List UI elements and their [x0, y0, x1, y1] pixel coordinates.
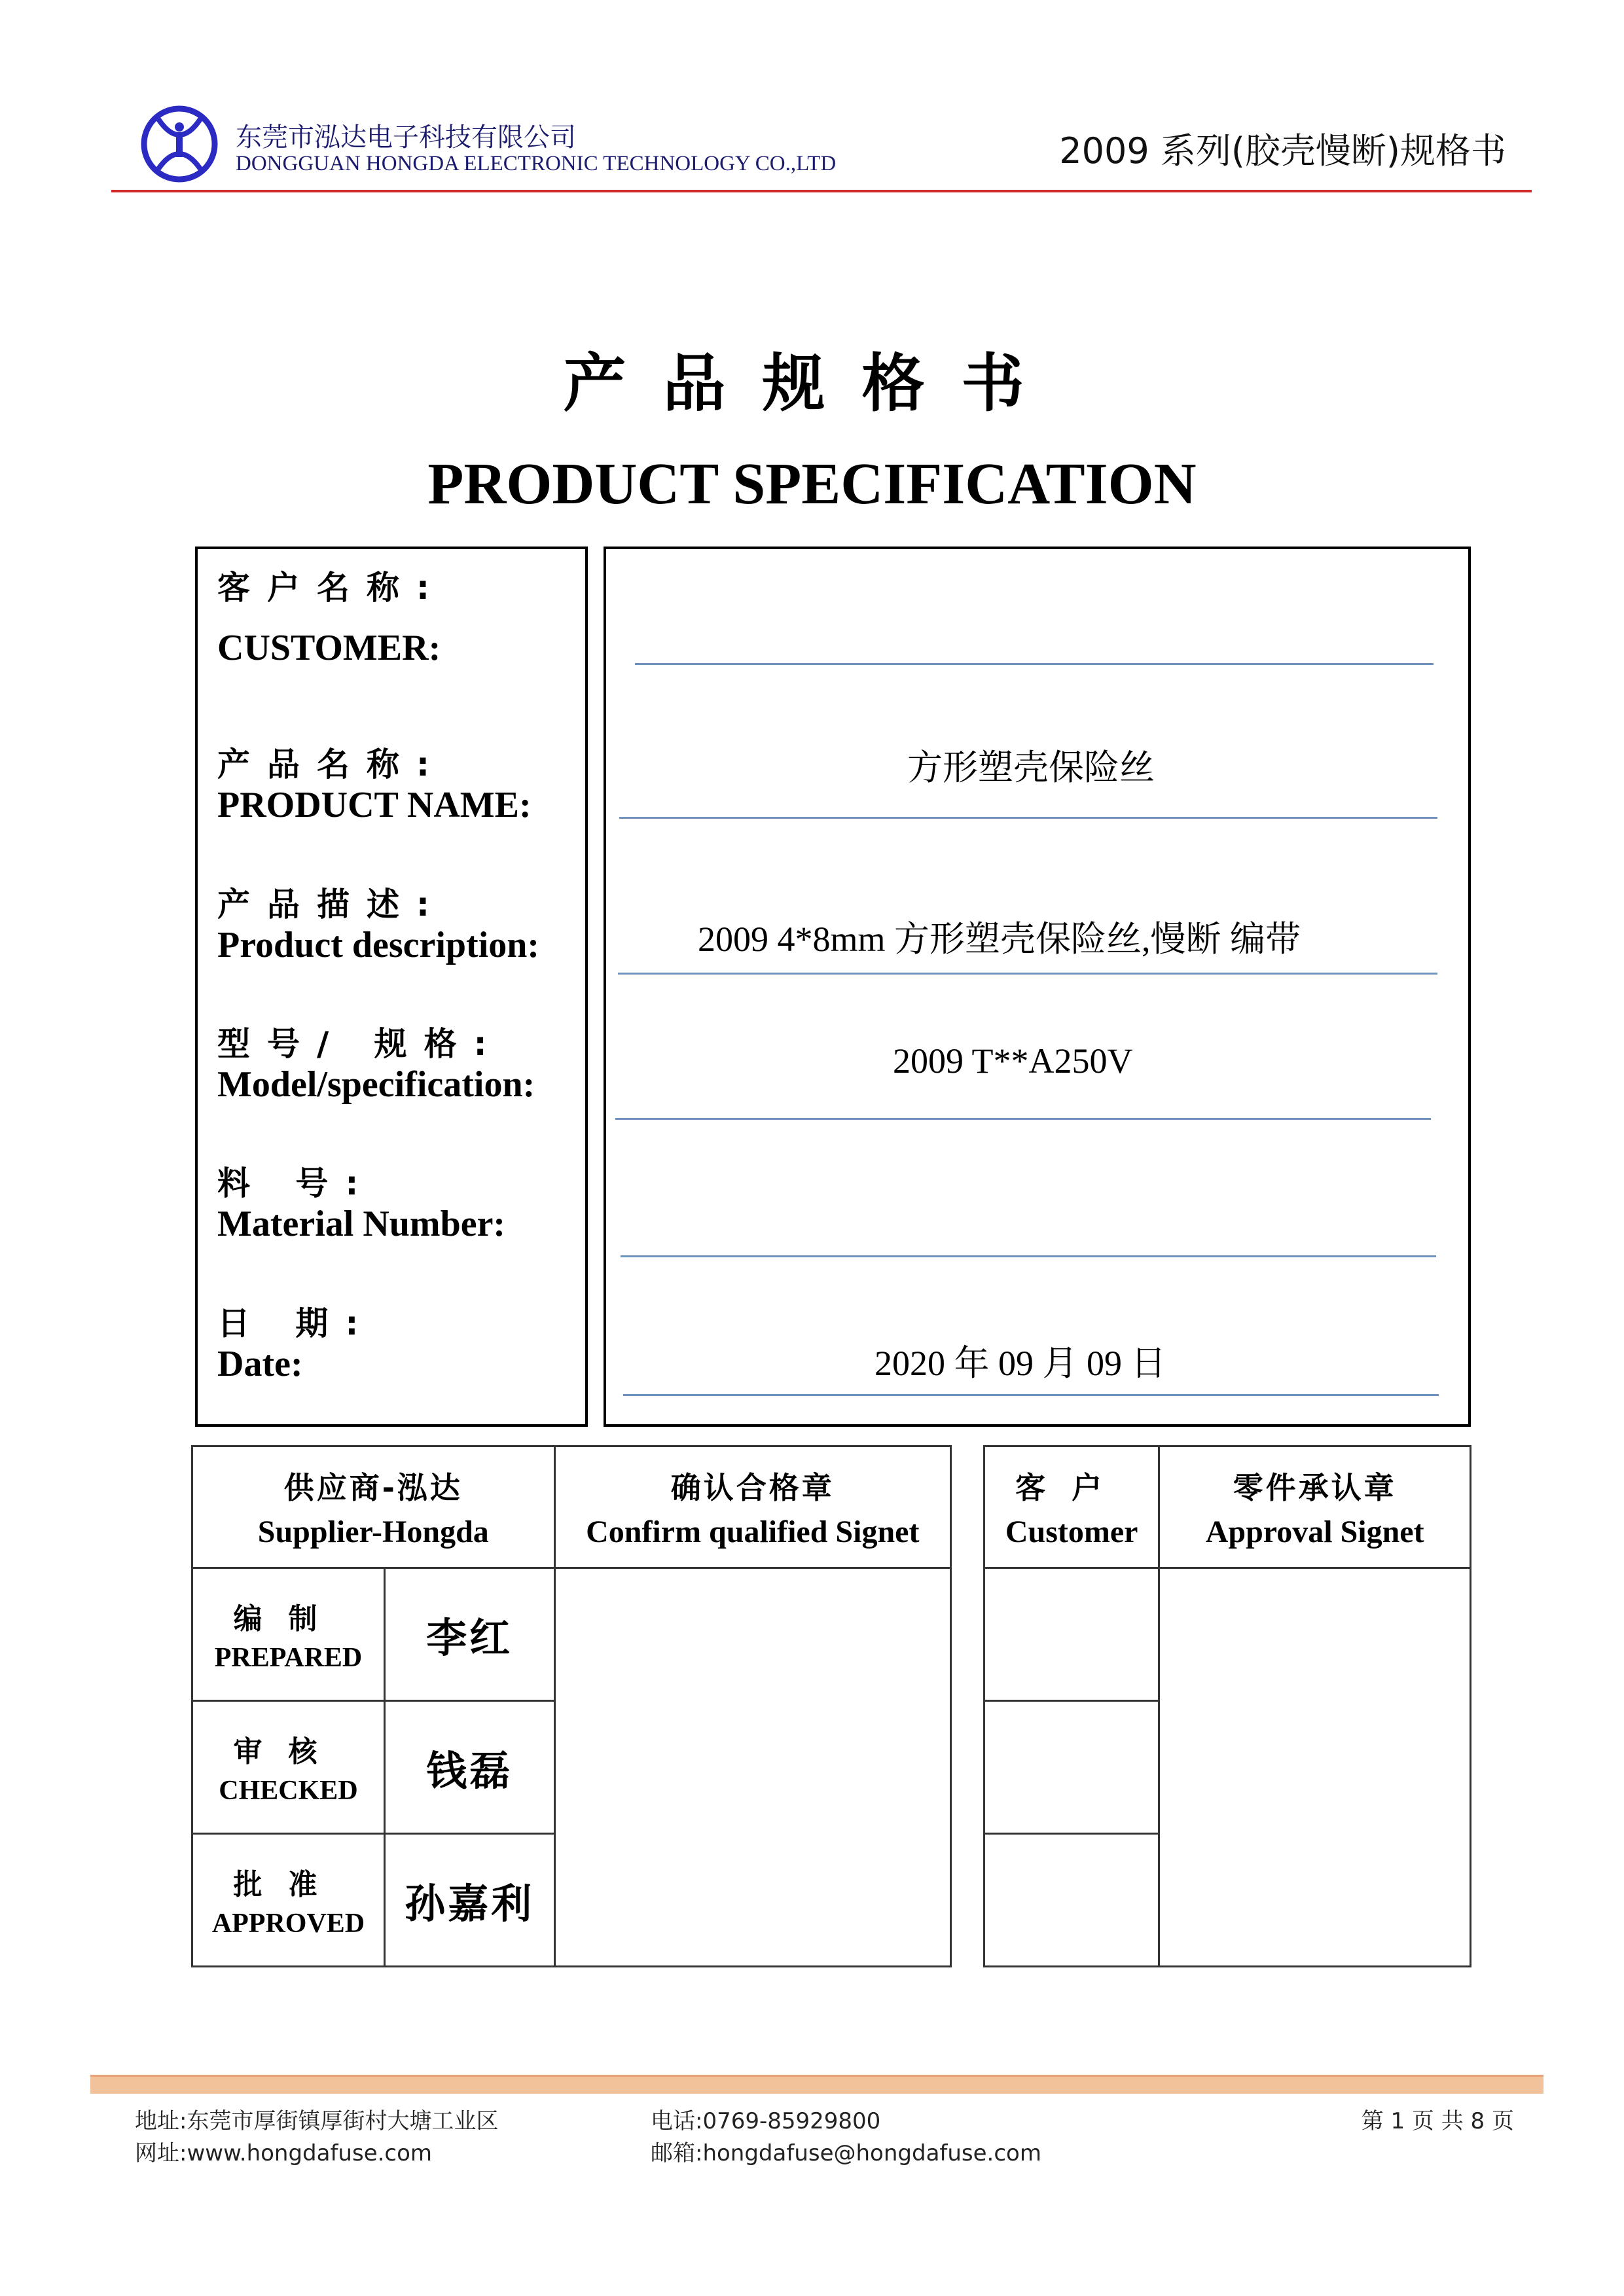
customer-header-cell [984, 1446, 1159, 1568]
approved-label-en: APPROVED [211, 1909, 365, 1939]
confirm-signet-area [554, 1568, 950, 1967]
approved-name-cell [384, 1834, 554, 1967]
supplier-header-en: Supplier-Hongda [257, 1515, 489, 1549]
date-value: 2020 年 09 月 09 日 [875, 1344, 1166, 1383]
model-underline [615, 1118, 1431, 1120]
footer-bar [90, 2075, 1543, 2094]
prepared-label-en: PREPARED [214, 1643, 363, 1673]
approved-role-cell [192, 1834, 385, 1967]
footer-website: 网址:www.hongdafuse.com [135, 2140, 433, 2166]
company-name-cn: 东莞市泓达电子科技有限公司 [236, 122, 576, 152]
model-label-en: Model/specification: [217, 1064, 535, 1105]
footer-page-number: 第 1 页 共 8 页 [1361, 2108, 1514, 2134]
checked-role-cell [192, 1701, 385, 1834]
model-value: 2009 T**A250V [893, 1041, 1133, 1081]
prepared-name: 李红 [426, 1613, 513, 1662]
customer-sign-cell [984, 1568, 1159, 1701]
footer-email: 邮箱:hongdafuse@hongdafuse.com [651, 2140, 1041, 2166]
customer-label-cn: 客户名称: [217, 569, 446, 607]
field-labels-box [195, 547, 588, 1427]
customer-signoff-table [983, 1445, 1471, 1967]
product-description-label-en: Product description: [217, 925, 540, 965]
customer-label-en: CUSTOMER: [217, 628, 441, 668]
company-logo-icon [140, 105, 219, 183]
customer-header-cn: 客户 [1015, 1470, 1128, 1505]
page-title-en: PRODUCT SPECIFICATION [427, 452, 1197, 516]
approval-signet-header-cn: 零件承认章 [1233, 1470, 1397, 1505]
customer-underline [635, 663, 1434, 665]
confirm-signet-header-cell [554, 1446, 950, 1568]
supplier-signoff-table [191, 1445, 952, 1967]
checked-label-cn: 审核 [233, 1735, 344, 1768]
date-underline [623, 1394, 1439, 1396]
company-name-en: DONGGUAN HONGDA ELECTRONIC TECHNOLOGY CO.,LTD [236, 152, 837, 175]
supplier-header-cell [192, 1446, 555, 1568]
customer-header-en: Customer [1005, 1515, 1138, 1549]
supplier-header-cn: 供应商-泓达 [283, 1470, 463, 1505]
product-description-underline [618, 973, 1437, 975]
product-description-label-cn: 产品描述: [217, 886, 446, 924]
page-title-cn: 产品规格书 [563, 347, 1061, 420]
customer-sign-cell [984, 1701, 1159, 1834]
checked-label-en: CHECKED [219, 1776, 358, 1806]
footer-address: 地址:东莞市厚街镇厚街村大塘工业区 [135, 2108, 499, 2134]
confirm-signet-header-en: Confirm qualified Signet [586, 1515, 920, 1549]
footer-phone: 电话:0769-85929800 [651, 2108, 881, 2134]
approval-signet-header-cell [1159, 1446, 1471, 1568]
product-name-value: 方形塑壳保险丝 [907, 748, 1155, 787]
material-number-label-en: Material Number: [217, 1204, 506, 1244]
prepared-name-cell [384, 1568, 554, 1701]
checked-name-cell [384, 1701, 554, 1834]
checked-name: 钱磊 [426, 1746, 513, 1795]
customer-sign-cell [984, 1834, 1159, 1967]
model-label-cn: 型号/ 规格: [217, 1025, 504, 1063]
product-description-value: 2009 4*8mm 方形塑壳保险丝,慢断 编带 [698, 920, 1301, 959]
product-name-underline [619, 817, 1437, 819]
approved-label-cn: 批准 [233, 1868, 344, 1901]
prepared-label-cn: 编制 [233, 1602, 344, 1636]
confirm-signet-header-cn: 确认合格章 [670, 1470, 835, 1505]
approval-signet-header-en: Approval Signet [1205, 1515, 1424, 1549]
material-number-underline [621, 1255, 1436, 1257]
material-number-label-cn: 料 号: [217, 1164, 376, 1202]
product-name-label-cn: 产品名称: [217, 745, 446, 783]
date-label-en: Date: [217, 1344, 303, 1384]
document-title: 2009 系列(胶壳慢断)规格书 [1059, 130, 1506, 171]
approved-name: 孙嘉利 [405, 1879, 535, 1928]
prepared-role-cell [192, 1568, 385, 1701]
date-label-cn: 日 期: [217, 1304, 376, 1342]
field-values-box [604, 547, 1471, 1427]
approval-signet-area [1159, 1568, 1471, 1967]
product-name-label-en: PRODUCT NAME: [217, 785, 532, 825]
header-divider [111, 190, 1532, 192]
